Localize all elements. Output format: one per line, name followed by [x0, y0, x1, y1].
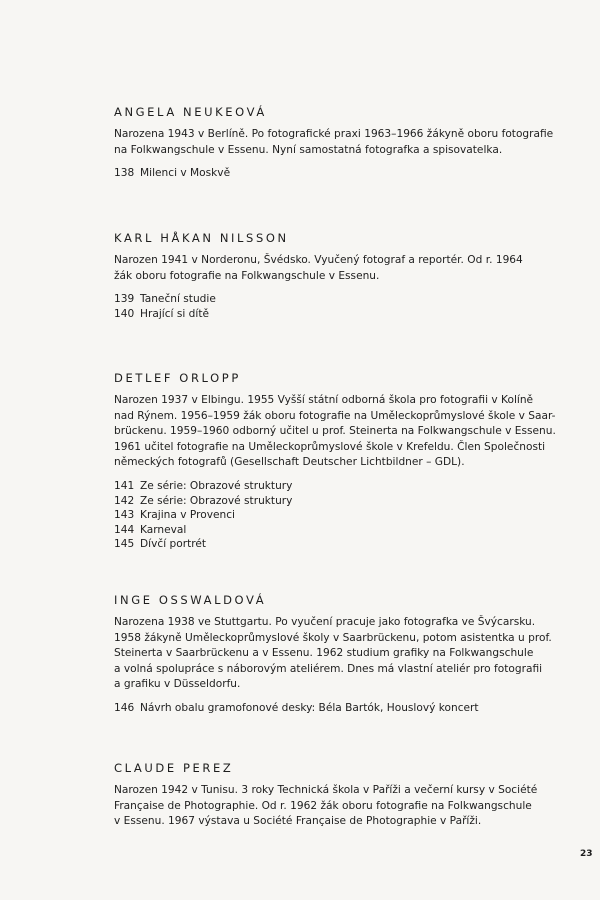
entry-name: CLAUDE PEREZ — [114, 761, 234, 775]
work-item — [114, 307, 584, 322]
work-number: 142 — [114, 494, 135, 507]
work-item — [114, 166, 584, 181]
entry-bio: Narozen 1941 v Norderonu, Švédsko. Vyučený fotograf a reportér. Od r. 1964 žák oboru fotografie na Folkwangschule v Essenu. — [114, 254, 523, 282]
work-item — [114, 523, 584, 538]
work-number: 141 — [114, 479, 135, 492]
work-number: 140 — [114, 307, 135, 320]
work-number: 143 — [114, 509, 135, 522]
entry-name: INGE OSSWALDOVÁ — [114, 593, 267, 607]
works-list — [114, 479, 584, 552]
work-number: 145 — [114, 538, 135, 551]
page-number: 23 — [580, 849, 593, 859]
entry-name: DETLEF ORLOPP — [114, 371, 241, 385]
work-number: 146 — [114, 701, 135, 714]
work-title: Ze série: Obrazové struktury — [140, 479, 293, 492]
work-title: Krajina v Provenci — [140, 509, 235, 522]
work-number: 138 — [114, 167, 135, 180]
work-item — [114, 537, 584, 552]
work-item — [114, 508, 584, 523]
work-title: Dívčí portrét — [140, 538, 207, 551]
entry-bio: Narozena 1938 ve Stuttgartu. Po vyučení pracuje jako fotografka ve Švýcarsku. 1958 žákyně Uměleckoprůmyslové školy v Saarbrückenu, potom asistentka u prof. Steinerta v Saarbrückenu a v Essenu. 1962 studium grafiky na Folkwangschule a volná spolupráce s náborovým ateliérem. Dnes má vlastní ateliér pro fotografii a grafiku v Düsseldorfu. — [114, 616, 552, 691]
work-title: Karneval — [140, 523, 187, 536]
work-number: 139 — [114, 293, 135, 306]
works-list — [114, 166, 584, 181]
work-title: Taneční studie — [140, 293, 216, 306]
work-item — [114, 479, 584, 494]
work-item — [114, 292, 584, 307]
entry-bio: Narozen 1942 v Tunisu. 3 roky Technická škola v Paříži a večerní kursy v Société Française de Photographie. Od r. 1962 žák oboru fotografie na Folkwangschule v Essenu. 1967 výstava u Société Française de Photographie v Paříži. — [114, 784, 538, 828]
entry-name: ANGELA NEUKEOVÁ — [114, 105, 267, 119]
work-title: Ze série: Obrazové struktury — [140, 494, 293, 507]
work-item — [114, 494, 584, 509]
work-number: 144 — [114, 523, 135, 536]
entry-bio: Narozena 1943 v Berlíně. Po fotografické praxi 1963–1966 žákyně oboru fotografie na Folkwangschule v Essenu. Nyní samostatná fotografka a spisovatelka. — [114, 128, 554, 156]
work-title: Hrající si dítě — [140, 307, 210, 320]
work-title: Milenci v Moskvě — [140, 167, 231, 180]
entry-name: KARL HÅKAN NILSSON — [114, 231, 289, 245]
works-list — [114, 701, 584, 716]
entry-karl-hakan-nilsson — [114, 231, 584, 321]
work-title: Návrh obalu gramofonové desky: Béla Bartók, Houslový koncert — [140, 701, 479, 714]
entry-detlef-orlopp — [114, 371, 584, 552]
entry-bio: Narozen 1937 v Elbingu. 1955 Vyšší státní odborná škola pro fotografii v Kolíně nad Rýnem. 1956–1959 žák oboru fotografie na Uměleckoprůmyslové škole v Saar- brückenu. 1959–1960 odborný učitel u prof. Steinerta na Folkwangschule v Essenu. 1961 učitel fotografie na Uměleckoprůmyslové škole v Krefeldu. Člen Společnosti německých fotografů (Gesellschaft Deutscher Lichtbildner – GDL). — [114, 394, 556, 469]
entry-angela-neukeova — [114, 105, 584, 181]
work-item — [114, 701, 584, 716]
entry-inge-osswaldova — [114, 593, 584, 716]
entry-claude-perez — [114, 761, 584, 838]
works-list — [114, 292, 584, 321]
